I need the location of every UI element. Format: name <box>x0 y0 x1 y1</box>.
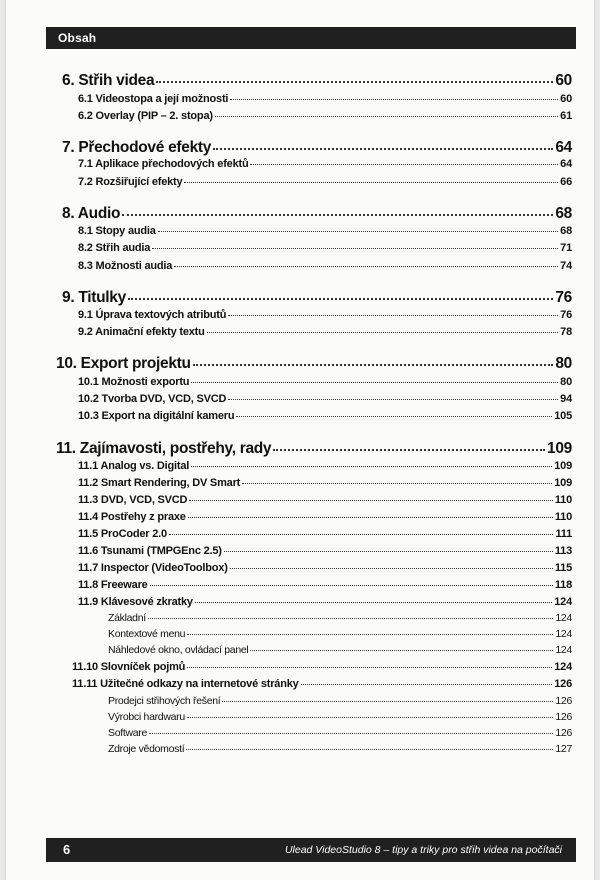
dot-leader <box>187 667 552 668</box>
dot-leader <box>228 399 558 400</box>
toc-entry <box>78 176 572 188</box>
toc-entry-page: 109 <box>554 477 572 489</box>
dot-leader <box>189 500 553 501</box>
toc-entry-title: 11. Zajímavosti, postřehy, rady <box>56 440 272 457</box>
toc-entry-title: Zdroje vědomostí <box>108 743 185 755</box>
toc-entry-title: 8.3 Možnosti audia <box>78 260 173 272</box>
toc-entry-page: 126 <box>555 711 572 723</box>
dot-leader <box>188 517 553 518</box>
toc-entry-title: 6.2 Overlay (PIP – 2. stopa) <box>78 110 213 122</box>
toc-entry-title: Základní <box>108 612 146 624</box>
toc-entry-title: 11.10 Slovníček pojmů <box>72 661 186 673</box>
dot-leader <box>187 634 553 635</box>
toc-entry <box>108 612 572 624</box>
table-of-contents <box>6 0 594 880</box>
toc-entry-title: 10. Export projektu <box>56 355 191 372</box>
toc-entry-page: 60 <box>560 93 572 105</box>
toc-entry-page: 66 <box>560 176 572 188</box>
toc-entry-title: 11.7 Inspector (VideoToolbox) <box>78 562 228 574</box>
toc-entry <box>108 711 572 723</box>
toc-entry-title: 10.2 Tvorba DVD, VCD, SVCD <box>78 393 227 405</box>
toc-entry <box>78 242 572 254</box>
dot-leader <box>222 701 553 702</box>
toc-entry <box>78 393 572 405</box>
toc-entry-page: 126 <box>554 678 572 690</box>
dot-leader <box>301 684 553 685</box>
toc-entry <box>62 139 572 157</box>
toc-entry-title: Kontextové menu <box>108 628 186 640</box>
toc-entry-page: 109 <box>554 460 572 472</box>
toc-entry-page: 124 <box>554 661 572 673</box>
dot-leader <box>150 585 553 586</box>
dot-leader <box>250 164 558 165</box>
toc-entry-title: 10.3 Export na digitální kameru <box>78 410 235 422</box>
toc-entry <box>72 678 572 690</box>
toc-entry <box>56 355 572 373</box>
toc-entry-title: 11.8 Freeware <box>78 579 148 591</box>
toc-entry <box>108 644 572 656</box>
toc-entry-title: 11.6 Tsunami (TMPGEnc 2.5) <box>78 545 222 557</box>
toc-entry <box>56 440 572 458</box>
toc-entry-page: 74 <box>560 260 572 272</box>
toc-entry-title: 11.5 ProCoder 2.0 <box>78 528 167 540</box>
book-title: Ulead VideoStudio 8 – tipy a triky pro střih videa na počítači <box>284 844 562 856</box>
toc-entry-title: Prodejci střihových řešení <box>108 695 221 707</box>
toc-entry <box>78 528 572 540</box>
toc-entry-title: 10.1 Možnosti exportu <box>78 376 190 388</box>
footer-bar <box>46 838 576 862</box>
toc-entry-page: 118 <box>554 579 572 591</box>
toc-entry-page: 126 <box>555 727 572 739</box>
toc-entry-page: 68 <box>560 225 572 237</box>
dot-leader <box>224 551 553 552</box>
dot-leader <box>187 717 553 718</box>
toc-entry-title: 11.11 Užitečné odkazy na internetové stránky <box>72 678 299 690</box>
toc-entry-title: 8. Audio <box>62 205 121 222</box>
dot-leader <box>193 364 554 366</box>
toc-entry-page: 113 <box>554 545 572 557</box>
dot-leader <box>149 733 553 734</box>
toc-entry-page: 110 <box>554 511 572 523</box>
dot-leader <box>186 749 553 750</box>
toc-entry-page: 60 <box>555 72 572 89</box>
toc-entry <box>78 376 572 388</box>
dot-leader <box>230 99 558 100</box>
header-label: Obsah <box>58 31 97 45</box>
toc-entry-page: 80 <box>555 355 572 372</box>
toc-entry-title: 11.9 Klávesové zkratky <box>78 596 193 608</box>
dot-leader <box>207 332 559 333</box>
toc-entry-page: 105 <box>554 410 572 422</box>
toc-entry <box>62 289 572 307</box>
dot-leader <box>191 382 558 383</box>
toc-entry <box>78 260 572 272</box>
dot-leader <box>273 449 545 451</box>
toc-entry-page: 76 <box>560 309 572 321</box>
toc-entry-page: 124 <box>555 612 572 624</box>
dot-leader <box>195 602 552 603</box>
dot-leader <box>169 534 554 535</box>
toc-entry <box>78 579 572 591</box>
toc-entry-page: 64 <box>560 158 572 170</box>
toc-entry-title: 9. Titulky <box>62 289 126 306</box>
toc-entry <box>78 596 572 608</box>
toc-entry-title: 9.2 Animační efekty textu <box>78 326 205 338</box>
toc-entry-page: 109 <box>547 440 572 457</box>
toc-entry <box>78 326 572 338</box>
dot-leader <box>242 483 552 484</box>
dot-leader <box>236 416 552 417</box>
toc-entry <box>108 695 572 707</box>
toc-entry <box>78 410 572 422</box>
toc-entry-title: 8.1 Stopy audia <box>78 225 156 237</box>
book-page <box>6 0 594 880</box>
toc-entry-page: 78 <box>560 326 572 338</box>
toc-entry <box>78 309 572 321</box>
toc-entry <box>62 72 572 90</box>
toc-entry-page: 71 <box>560 242 572 254</box>
dot-leader <box>148 618 554 619</box>
toc-entry-page: 124 <box>555 644 572 656</box>
dot-leader <box>158 231 558 232</box>
toc-entry <box>78 158 572 170</box>
toc-entry-title: Výrobci hardwaru <box>108 711 185 723</box>
toc-entry-title: Software <box>108 727 148 739</box>
toc-entry-page: 61 <box>560 110 572 122</box>
toc-entry-page: 124 <box>555 628 572 640</box>
toc-entry-title: 6. Střih videa <box>62 72 155 89</box>
toc-entry-title: 8.2 Střih audia <box>78 242 151 254</box>
toc-entry-title: 7.2 Rozšiřující efekty <box>78 176 183 188</box>
toc-entry-page: 64 <box>555 139 572 156</box>
toc-entry-page: 80 <box>560 376 572 388</box>
toc-entry <box>78 494 572 506</box>
toc-entry <box>78 545 572 557</box>
toc-entry-title: 11.2 Smart Rendering, DV Smart <box>78 477 241 489</box>
toc-entry <box>78 225 572 237</box>
toc-entry-title: Náhledové okno, ovládací panel <box>108 644 249 656</box>
toc-entry <box>108 628 572 640</box>
toc-entry-page: 94 <box>560 393 572 405</box>
dot-leader <box>174 266 558 267</box>
dot-leader <box>184 182 558 183</box>
dot-leader <box>213 148 553 150</box>
toc-entry-page: 127 <box>555 743 572 755</box>
toc-entry-title: 11.4 Postřehy z praxe <box>78 511 186 523</box>
toc-entry <box>78 477 572 489</box>
dot-leader <box>122 214 553 216</box>
toc-entry-page: 126 <box>555 695 572 707</box>
toc-entry-title: 11.1 Analog vs. Digital <box>78 460 190 472</box>
toc-entry-page: 68 <box>555 205 572 222</box>
toc-entry-title: 7. Přechodové efekty <box>62 139 212 156</box>
dot-leader <box>250 650 553 651</box>
toc-entry <box>78 110 572 122</box>
dot-leader <box>152 248 558 249</box>
dot-leader <box>156 81 553 83</box>
toc-entry <box>78 93 572 105</box>
dot-leader <box>215 116 558 117</box>
toc-entry-title: 11.3 DVD, VCD, SVCD <box>78 494 188 506</box>
toc-entry <box>108 727 572 739</box>
toc-entry <box>78 562 572 574</box>
toc-entry-page: 110 <box>554 494 572 506</box>
toc-entry <box>108 743 572 755</box>
toc-entry-title: 9.1 Úprava textových atributů <box>78 309 227 321</box>
dot-leader <box>230 568 553 569</box>
toc-entry-page: 124 <box>554 596 572 608</box>
toc-entry-page: 76 <box>555 289 572 306</box>
dot-leader <box>228 315 558 316</box>
toc-entry-title: 7.1 Aplikace přechodových efektů <box>78 158 249 170</box>
page-number: 6 <box>63 842 71 857</box>
toc-entry-title: 6.1 Videostopa a její možnosti <box>78 93 229 105</box>
toc-entry-page: 115 <box>554 562 572 574</box>
toc-entry <box>78 511 572 523</box>
toc-entry <box>72 661 572 673</box>
toc-entry <box>78 460 572 472</box>
dot-leader <box>128 298 553 300</box>
dot-leader <box>191 466 552 467</box>
toc-entry-page: 111 <box>555 528 572 540</box>
toc-entry <box>62 205 572 223</box>
